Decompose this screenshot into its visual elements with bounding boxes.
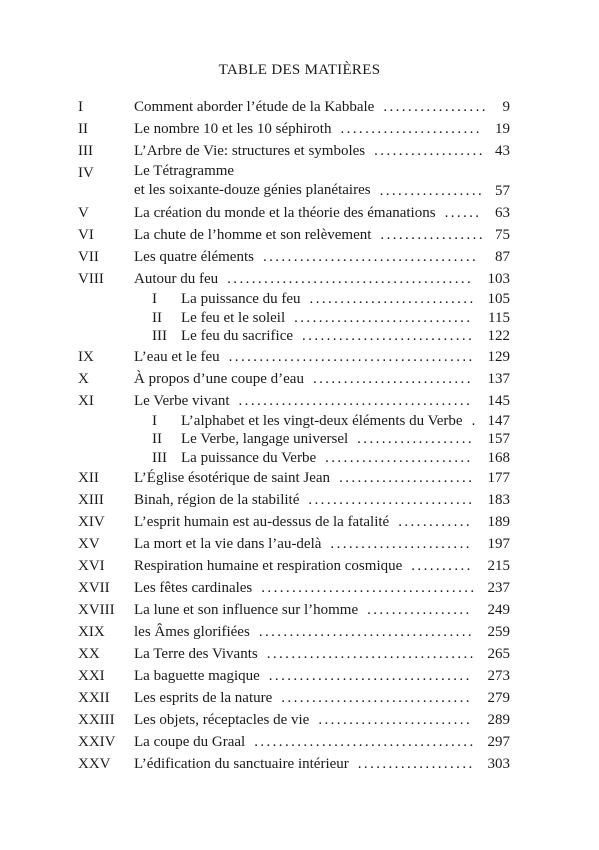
page-number: 259 [487,624,510,640]
chapter-number: X [78,370,89,387]
dot-leader: ............ [398,514,473,530]
chapter-number: XVII [78,580,110,596]
page-number: 265 [487,646,510,662]
chapter-number: IX [78,348,94,365]
subsection-title: La puissance du feu [181,291,301,307]
chapter-title: L’Arbre de Vie: structures et symboles [134,143,366,159]
page-number: 273 [487,668,510,684]
page-number: 103 [487,271,510,287]
toc-entry [78,268,510,290]
toc-entry [78,140,510,162]
toc-entry [78,162,510,202]
chapter-title: La lune et son influence sur l’homme [134,602,359,618]
toc-entry [78,665,510,687]
chapter-title: La coupe du Graal [134,734,246,750]
toc-entry [78,577,510,599]
dot-leader: ....................... [330,536,472,552]
page-number: 19 [495,121,510,137]
chapter-title: L’Église ésotérique de saint Jean [134,470,331,486]
dot-leader: ................. [379,183,485,199]
toc-entry [78,368,510,390]
dot-leader: ........................................ [227,271,474,287]
dot-leader: ................................. [268,668,472,684]
dot-leader: ................... [357,756,475,772]
chapter-title [134,162,371,200]
table-of-contents [78,96,510,775]
toc-subentry [78,430,510,449]
chapter-title: La chute de l’homme et son relèvement [134,227,372,243]
chapter-title: Respiration humaine et respiration cosmique [134,558,403,574]
dot-leader: . [471,412,478,429]
dot-leader: ............................ [302,328,475,344]
page-number: 147 [487,412,510,429]
toc-entry [78,467,510,489]
chapter-number: XXIII [78,712,115,728]
chapter-number: XXIV [78,734,116,750]
chapter-title-line: et les soixante-douze génies planétaires [134,182,371,198]
page-title: TABLE DES MATIÈRES [218,62,381,78]
dot-leader: .......................... [312,370,473,387]
chapter-title: L’édification du sanctuaire intérieur [134,756,349,772]
chapter-number: III [78,143,93,159]
dot-leader: ................................... [262,249,479,265]
chapter-number: XXI [78,668,105,684]
toc-entry [78,224,510,246]
chapter-title: Les esprits de la nature [134,690,273,706]
dot-leader: ................................... [258,624,475,640]
chapter-title: Le nombre 10 et les 10 séphiroth [134,121,332,137]
chapter-title: Comment aborder l’étude de la Kabbale [134,99,375,115]
dot-leader: ...... [444,205,482,221]
dot-leader: ...................... [339,470,475,486]
chapter-number: XVIII [78,602,115,618]
toc-entry [78,511,510,533]
dot-leader: ................. [380,227,485,243]
page-number: 303 [487,756,510,772]
chapter-title: La baguette magique [134,668,260,684]
dot-leader: ...................................... [238,392,473,409]
toc-entry [78,346,510,368]
subsection-title: L’alphabet et les vingt-deux éléments du Verbe [181,412,463,429]
toc-entry [78,687,510,709]
subsection-number: III [152,328,167,344]
chapter-number: I [78,99,83,115]
subsection-title: Le feu du sacrifice [181,328,294,344]
page-number: 137 [487,370,510,387]
toc-entry [78,96,510,118]
chapter-number: VI [78,227,94,243]
dot-leader: ............................... [281,690,472,706]
chapter-title: L’eau et le feu [134,348,220,365]
page-number: 157 [487,431,510,447]
chapter-title-line: Le Tétragramme [134,163,235,179]
toc-entry [78,533,510,555]
page-number: 189 [487,514,510,530]
chapter-title: Les quatre éléments [134,249,254,265]
chapter-title: Autour du feu [134,271,219,287]
dot-leader: ........................................ [228,348,475,365]
chapter-number: XIX [78,624,105,640]
chapter-title: La Terre des Vivants [134,646,258,662]
toc-entry [78,709,510,731]
dot-leader: ................. [383,99,488,115]
subsection-number: III [152,449,167,466]
page-number: 63 [495,205,510,221]
page-number: 87 [495,249,510,265]
dot-leader: ......................... [318,712,473,728]
chapter-number: IV [78,165,94,181]
chapter-number: V [78,205,89,221]
page-number: 183 [487,492,510,508]
page-number: 115 [488,309,510,326]
toc-subentry [78,412,510,431]
toc-subentry [78,290,510,309]
page-number: 129 [487,348,510,365]
dot-leader: ................... [357,431,475,447]
chapter-title: À propos d’une coupe d’eau [134,370,304,387]
page-number: 177 [487,470,510,486]
chapter-number: VIII [78,271,104,287]
page-number: 289 [487,712,510,728]
dot-leader: ........................... [308,492,475,508]
toc-entry [78,753,510,775]
chapter-title: Les fêtes cardinales [134,580,253,596]
chapter-number: II [78,121,88,137]
chapter-number: XXII [78,690,110,706]
page-number: 75 [495,227,510,243]
toc-subentry [78,449,510,468]
chapter-number: XX [78,646,100,662]
page-number: 215 [487,558,510,574]
subsection-title: Le feu et le soleil [181,309,286,326]
page-number: 105 [487,291,510,307]
chapter-number: XVI [78,558,105,574]
chapter-title: Le Verbe vivant [134,392,230,409]
toc-entry [78,202,510,224]
page-number: 297 [487,734,510,750]
dot-leader: ............................. [294,309,473,326]
chapter-number: XII [78,470,99,486]
chapter-number: XXV [78,756,111,772]
chapter-number: XI [78,392,94,409]
subsection-number: I [152,291,157,307]
dot-leader: .................................. [266,646,476,662]
page-number: 57 [495,183,510,199]
toc-entry [78,118,510,140]
chapter-number: XV [78,536,100,552]
subsection-number: II [152,431,162,447]
chapter-number: XIV [78,514,105,530]
subsection-number: II [152,309,162,326]
chapter-title: Les objets, réceptacles de vie [134,712,310,728]
page-number: 249 [487,602,510,618]
toc-entry [78,555,510,577]
chapter-number: VII [78,249,99,265]
dot-leader: ........................... [309,291,476,307]
dot-leader: ................................... [261,580,477,596]
page-number: 9 [502,99,510,115]
subsection-number: I [152,412,157,429]
dot-leader: .......... [411,558,473,574]
dot-leader: ................. [367,602,472,618]
toc-subentry [78,309,510,328]
dot-leader: ....................... [340,121,482,137]
page-number: 168 [487,449,510,466]
chapter-title: La création du monde et la théorie des émanations [134,205,436,221]
chapter-number: XIII [78,492,104,508]
toc-entry [78,489,510,511]
dot-leader: .................................... [254,734,476,750]
toc-entry [78,621,510,643]
page-number: 197 [487,536,510,552]
page-number: 237 [487,580,510,596]
toc-entry [78,731,510,753]
page-number: 279 [487,690,510,706]
chapter-title: Binah, région de la stabilité [134,492,300,508]
toc-entry [78,643,510,665]
dot-leader: .................. [374,143,485,159]
page-number: 43 [495,143,510,159]
page-number: 122 [487,328,510,344]
subsection-title: Le Verbe, langage universel [181,431,349,447]
page-number: 145 [487,392,510,409]
subsection-title: La puissance du Verbe [181,449,317,466]
toc-subentry [78,327,510,346]
chapter-title: La mort et la vie dans l’au-delà [134,536,322,552]
chapter-title: L’esprit humain est au-dessus de la fatalité [134,514,390,530]
toc-entry [78,599,510,621]
dot-leader: ........................ [325,449,473,466]
chapter-title: les Âmes glorifiées [134,624,250,640]
toc-entry [78,246,510,268]
toc-entry [78,390,510,412]
